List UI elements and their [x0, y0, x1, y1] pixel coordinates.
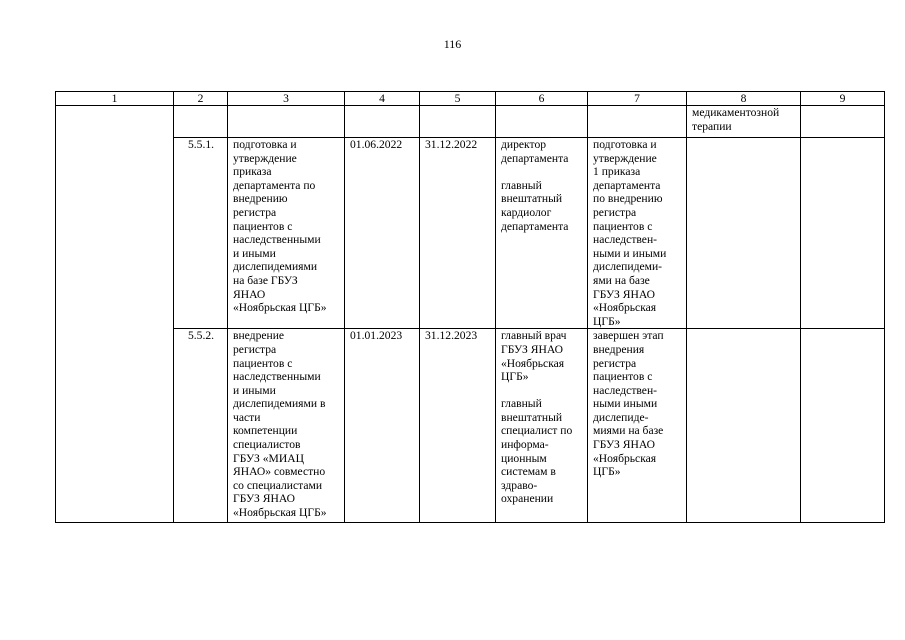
plan-table [55, 91, 885, 523]
task-cell: внедрение регистра пациентов с наследственными и иными дислепидемиями в части компетенции специалистов ГБУЗ «МИАЦ ЯНАО» совместно со специалистами ГБУЗ ЯНАО «Ноябрьская ЦГБ» [228, 329, 345, 523]
column-header: 3 [228, 92, 345, 106]
table-cell [801, 329, 885, 523]
column-header: 4 [345, 92, 420, 106]
start-date-cell: 01.01.2023 [345, 329, 420, 523]
table-cell [687, 138, 801, 329]
table-cell [174, 106, 228, 138]
column-header: 2 [174, 92, 228, 106]
table-cell [420, 106, 496, 138]
end-date-cell: 31.12.2022 [420, 138, 496, 329]
item-number: 5.5.2. [174, 329, 228, 523]
task-cell: подготовка и утверждение приказа департамента по внедрению регистра пациентов с наследственными и иными дислепидемиями на базе ГБУЗ ЯНАО «Ноябрьская ЦГБ» [228, 138, 345, 329]
column-header: 1 [56, 92, 174, 106]
column-header: 5 [420, 92, 496, 106]
column-header: 8 [687, 92, 801, 106]
table-row [56, 329, 885, 523]
table-cell [228, 106, 345, 138]
page-number: 116 [443, 37, 462, 51]
table-row [56, 138, 885, 329]
result-cell: завершен этап внедрения регистра пациентов с наследствен- ными иными дислепиде- миями на базе ГБУЗ ЯНАО «Ноябрьская ЦГБ» [588, 329, 687, 523]
column-header: 7 [588, 92, 687, 106]
table-cell: медикаментозной терапии [687, 106, 801, 138]
table-cell [687, 329, 801, 523]
continuation-row [56, 106, 885, 138]
column-header: 9 [801, 92, 885, 106]
item-number: 5.5.1. [174, 138, 228, 329]
table-cell [801, 138, 885, 329]
result-cell: подготовка и утверждение 1 приказа департамента по внедрению регистра пациентов с наследствен- ными и иными дислепидеми- ями на базе ГБУЗ ЯНАО «Ноябрьская ЦГБ» [588, 138, 687, 329]
table-cell [588, 106, 687, 138]
responsible-cell: главный врач ГБУЗ ЯНАО «Ноябрьская ЦГБ» главный внештатный специалист по информа- ционным системам в здраво- охранении [496, 329, 588, 523]
column-header: 6 [496, 92, 588, 106]
table-cell [496, 106, 588, 138]
end-date-cell: 31.12.2023 [420, 329, 496, 523]
start-date-cell: 01.06.2022 [345, 138, 420, 329]
table-cell [801, 106, 885, 138]
table-cell [345, 106, 420, 138]
merged-section-cell [56, 106, 174, 523]
table-header-row [56, 92, 885, 106]
responsible-cell: директор департамента главный внештатный кардиолог департамента [496, 138, 588, 329]
